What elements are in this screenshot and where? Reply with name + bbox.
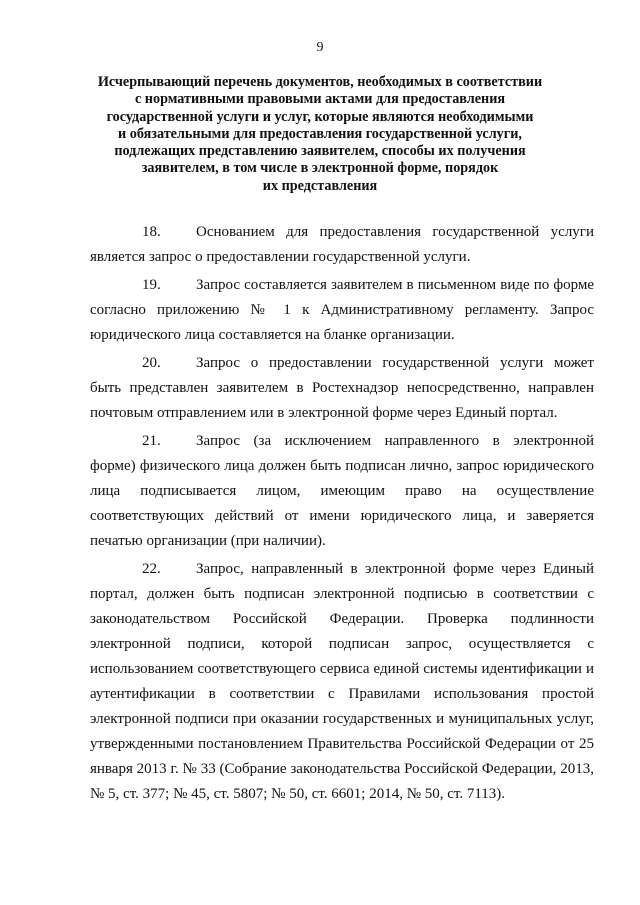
document-body (90, 220, 594, 810)
paragraph-text: Основанием для предоставления государственной услуги является запрос о предоставлении государственной услуги. (90, 224, 594, 265)
paragraph-19 (90, 273, 594, 348)
heading-line: Исчерпывающий перечень документов, необходимых в соответствии (97, 74, 543, 90)
heading-line: их представления (262, 177, 378, 194)
heading-line: заявителем, в том числе в электронной форме, порядок (141, 160, 499, 177)
paragraph-text: Запрос о предоставлении государственной услуги может быть представлен заявителем в Ростехнадзор непосредственно, направлен почтовым отправлением или в электронной форме через Единый портал. (90, 355, 594, 421)
paragraph-number: 20. (142, 355, 161, 371)
paragraph-text: Запрос составляется заявителем в письменном виде по форме согласно приложению № 1 к Административному регламенту. Запрос юридического лица составляется на бланке организации. (90, 277, 594, 343)
section-heading (70, 74, 570, 195)
paragraph-text: Запрос, направленный в электронной форме через Единый портал, должен быть подписан электронной подписью в соответствии с законодательством Российской Федерации. Проверка подлинности электронной подписи, которой подписан запрос, осуществляется с использованием соответствующего сервиса единой системы идентификации и аутентификации в соответствии с Правилами использования простой электронной подписи при оказании государственных и муниципальных услуг, утвержденными постановлением Правительства Российской Федерации от 25 января 2013 г. № 33 (Собрание законодательства Российской Федерации, 2013, № 5, ст. 377; № 45, ст. 5807; № 50, ст. 6601; 2014, № 50, ст. 7113). (90, 561, 594, 802)
paragraph-number: 22. (142, 561, 161, 577)
heading-line: и обязательными для предоставления государственной услуги, (118, 125, 522, 142)
heading-line: подлежащих представлению заявителем, способы их получения (114, 143, 526, 160)
paragraph-20 (90, 351, 594, 426)
paragraph-number: 18. (142, 224, 161, 240)
paragraph-21 (90, 429, 594, 554)
heading-line: с нормативными правовыми актами для предоставления (134, 91, 506, 108)
heading-line: государственной услуги и услуг, которые являются необходимыми (106, 108, 534, 125)
paragraph-number: 21. (142, 433, 161, 449)
paragraph-18 (90, 220, 594, 270)
paragraph-number: 19. (142, 277, 161, 293)
page-number: 9 (316, 40, 324, 55)
paragraph-text: Запрос (за исключением направленного в электронной форме) физического лица должен быть подписан лично, запрос юридического лица подписывается лицом, имеющим право на осуществление соответствующих действий от имени юридического лица, и заверяется печатью организации (при наличии). (90, 433, 594, 549)
paragraph-22 (90, 557, 594, 807)
